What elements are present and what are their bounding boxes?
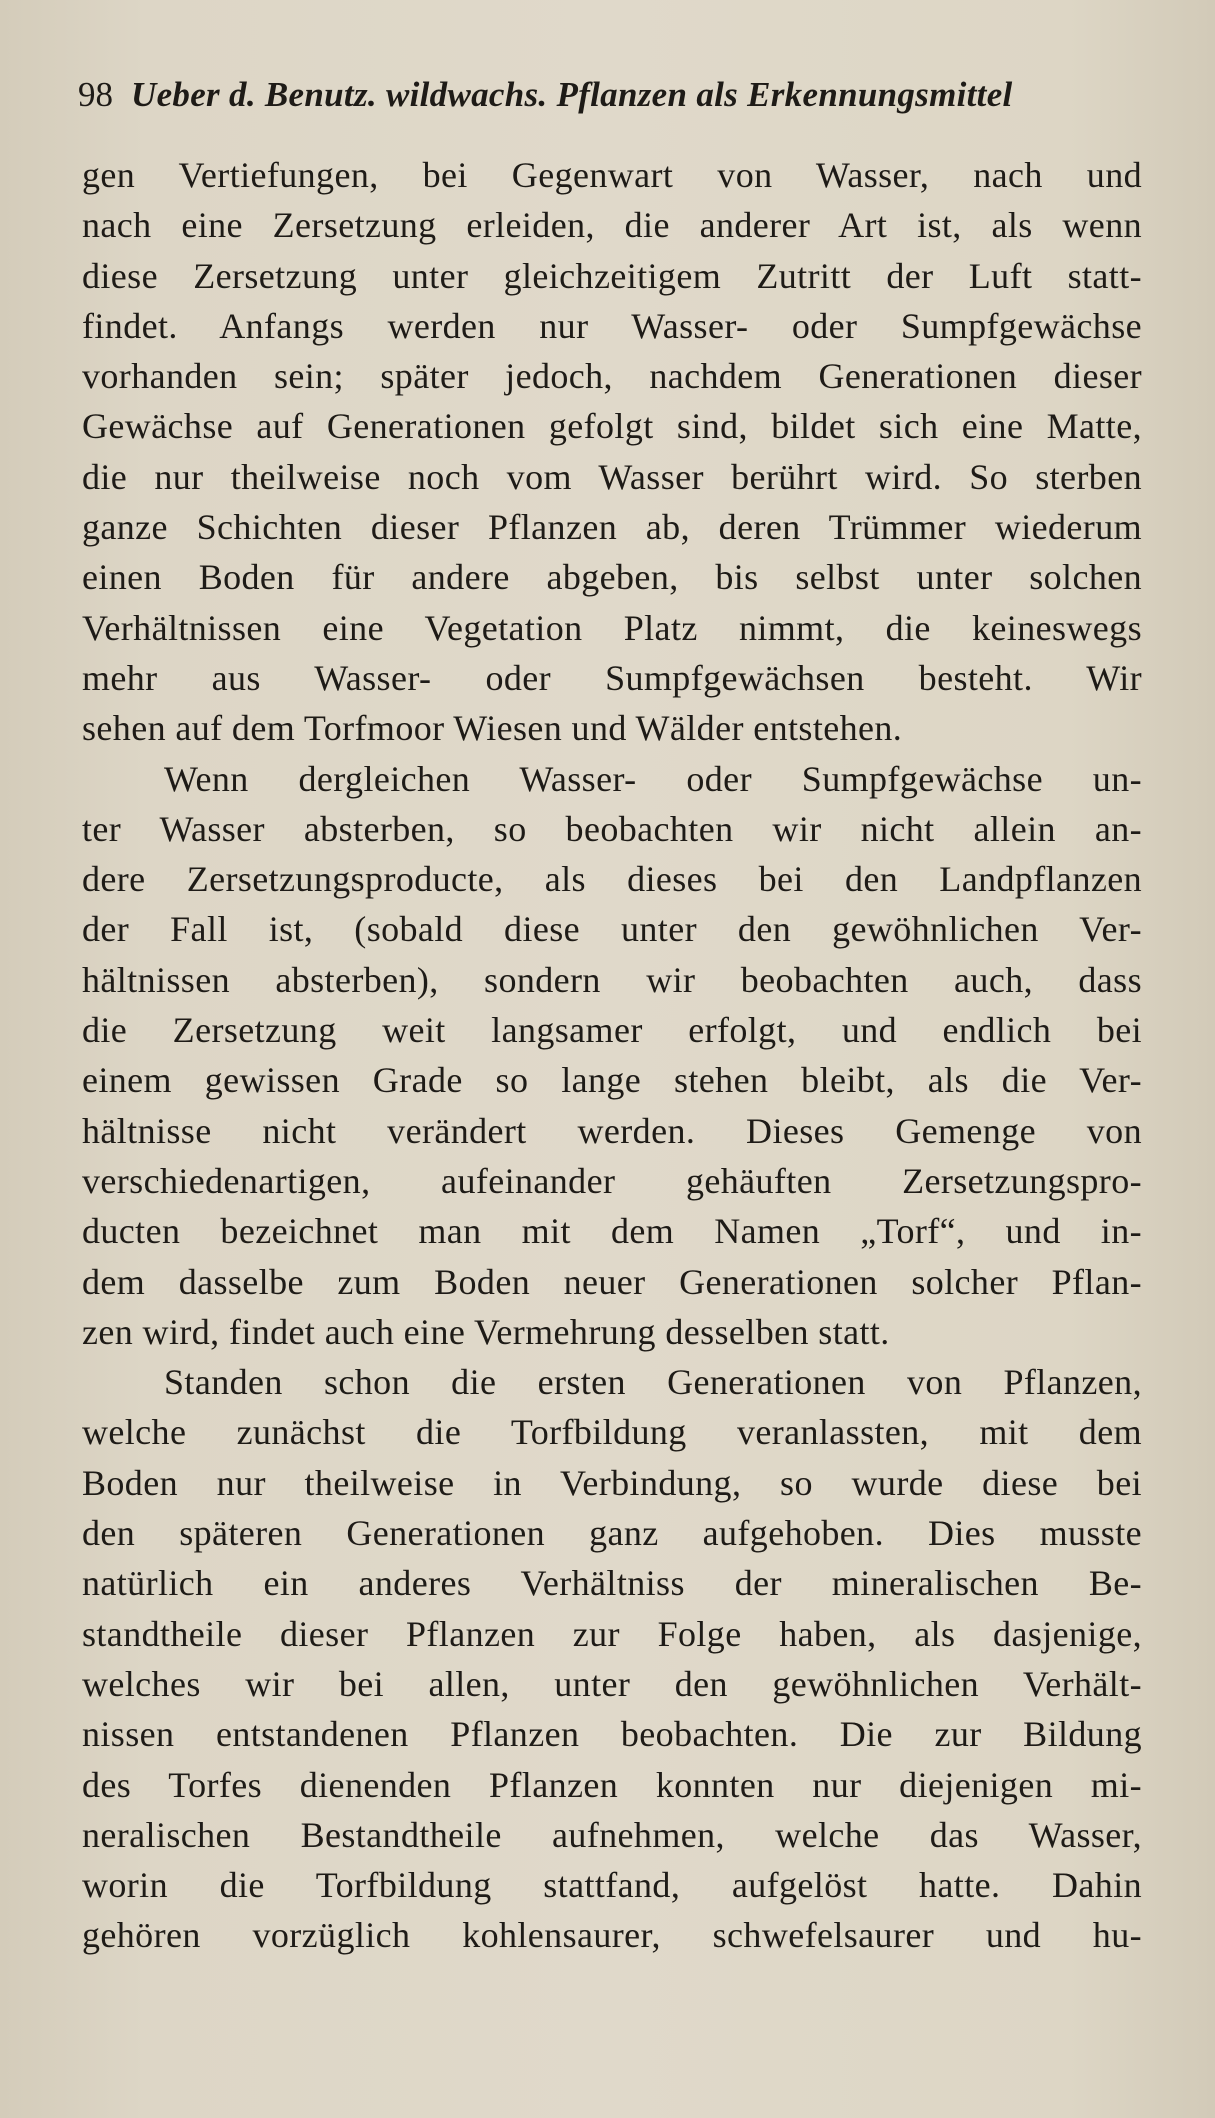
text-line: Boden nur theilweise in Verbindung, so wurde diese bei [82,1462,1142,1503]
text-line: dem dasselbe zum Boden neuer Generationen solcher Pflan- [82,1261,1142,1302]
text-line: Wenn dergleichen Wasser- oder Sumpfgewächse un- [164,758,1142,799]
text-line: findet. Anfangs werden nur Wasser- oder Sumpfgewächse [82,305,1142,346]
text-line: diese Zersetzung unter gleichzeitigem Zutritt der Luft statt- [82,255,1142,296]
text-line: zen wird, findet auch eine Vermehrung desselben statt. [82,1311,890,1352]
text-line: Verhältnissen eine Vegetation Platz nimmt, die keineswegs [82,607,1142,648]
text-line: einen Boden für andere abgeben, bis selbst unter solchen [82,557,1142,598]
text-line: natürlich ein anderes Verhältniss der mineralischen Be- [82,1563,1142,1604]
running-header [78,70,1138,120]
text-line: den späteren Generationen ganz aufgehoben. Dies musste [82,1513,1142,1554]
text-line: die Zersetzung weit langsamer erfolgt, und endlich bei [82,1010,1142,1051]
text-line: dere Zersetzungsproducte, als dieses bei den Landpflanzen [82,859,1142,900]
text-line: verschiedenartigen, aufeinander gehäuften Zersetzungspro- [82,1160,1142,1201]
text-line: gehören vorzüglich kohlensaurer, schwefelsaurer und hu- [82,1915,1142,1956]
text-line: welche zunächst die Torfbildung veranlassten, mit dem [82,1412,1142,1453]
text-line: standtheile dieser Pflanzen zur Folge haben, als dasjenige, [82,1613,1142,1654]
text-line: sehen auf dem Torfmoor Wiesen und Wälder entstehen. [82,708,903,749]
text-line: vorhanden sein; später jedoch, nachdem Generationen dieser [82,356,1142,397]
text-line: worin die Torfbildung stattfand, aufgelöst hatte. Dahin [82,1865,1142,1906]
text-line: neralischen Bestandtheile aufnehmen, welche das Wasser, [82,1814,1142,1855]
text-line: Gewächse auf Generationen gefolgt sind, bildet sich eine Matte, [82,406,1142,447]
text-line: die nur theilweise noch vom Wasser berührt wird. So sterben [82,456,1142,497]
text-line: der Fall ist, (sobald diese unter den gewöhnlichen Ver- [82,909,1142,950]
text-line: hältnisse nicht verändert werden. Dieses Gemenge von [82,1110,1142,1151]
text-line: Standen schon die ersten Generationen von Pflanzen, [164,1362,1142,1403]
text-line: welches wir bei allen, unter den gewöhnlichen Verhält- [82,1663,1142,1704]
text-line: mehr aus Wasser- oder Sumpfgewächsen besteht. Wir [82,657,1142,698]
text-line: nissen entstandenen Pflanzen beobachten. Die zur Bildung [82,1714,1142,1755]
text-line: ter Wasser absterben, so beobachten wir nicht allein an- [82,808,1142,849]
text-line: ducten bezeichnet man mit dem Namen „Torf“, und in- [82,1211,1142,1252]
text-line: nach eine Zersetzung erleiden, die anderer Art ist, als wenn [82,205,1142,246]
text-line: hältnissen absterben), sondern wir beobachten auch, dass [82,959,1142,1000]
body-text [82,150,1142,1961]
text-line: des Torfes dienenden Pflanzen konnten nur diejenigen mi- [82,1764,1142,1805]
text-line: einem gewissen Grade so lange stehen bleibt, als die Ver- [82,1060,1142,1101]
page-number: 98 [78,75,113,114]
text-line: ganze Schichten dieser Pflanzen ab, deren Trümmer wiederum [82,507,1142,548]
running-title: Ueber d. Benutz. wildwachs. Pflanzen als Erkennungsmittel [131,75,1013,114]
text-line: gen Vertiefungen, bei Gegenwart von Wasser, nach und [82,155,1142,195]
